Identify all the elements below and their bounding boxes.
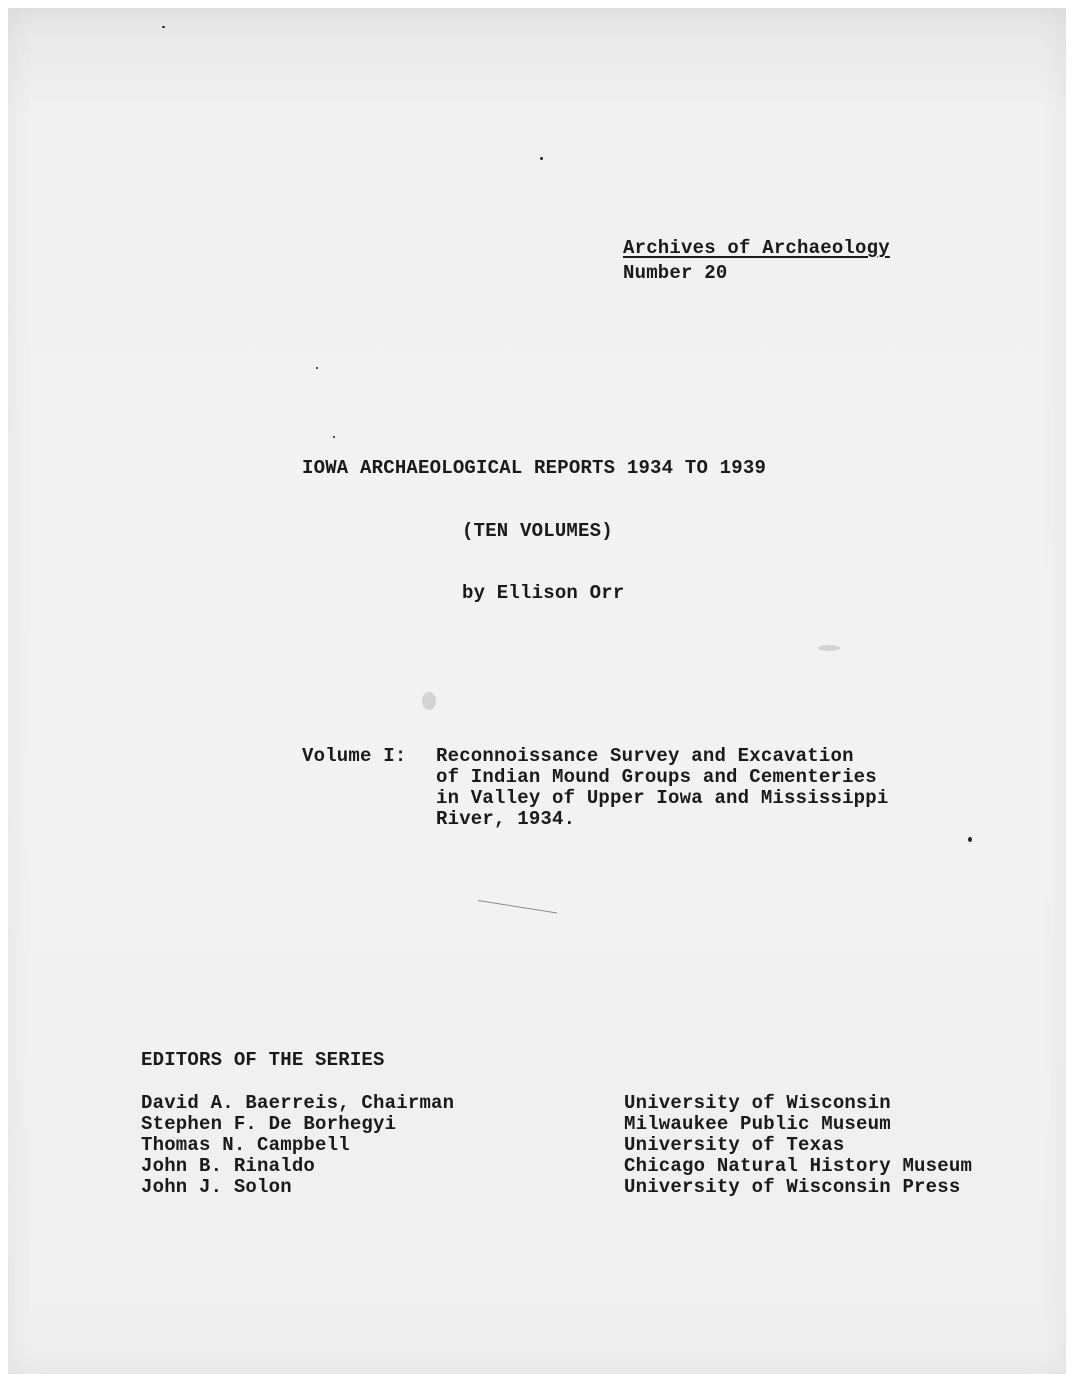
- volume-line: Reconnoissance Survey and Excavation: [436, 745, 854, 767]
- editor-name: John J. Solon: [141, 1176, 292, 1198]
- series-name: Archives of Archaeology: [623, 237, 890, 259]
- dust-speck: [333, 436, 335, 438]
- editor-affiliation: Chicago Natural History Museum: [624, 1155, 973, 1177]
- editors-heading: EDITORS OF THE SERIES: [141, 1049, 385, 1071]
- author-byline: by Ellison Orr: [462, 582, 625, 604]
- editor-name: John B. Rinaldo: [141, 1155, 316, 1177]
- editor-affiliation: University of Wisconsin: [624, 1092, 891, 1114]
- dust-speck: [968, 837, 972, 842]
- volume-line: in Valley of Upper Iowa and Mississippi: [436, 787, 889, 809]
- smudge-mark: [818, 645, 840, 651]
- report-title: IOWA ARCHAEOLOGICAL REPORTS 1934 TO 1939: [302, 457, 767, 479]
- editor-name: Thomas N. Campbell: [141, 1134, 350, 1156]
- series-number: Number 20: [623, 262, 728, 284]
- dust-speck: [316, 367, 318, 369]
- volume-line: of Indian Mound Groups and Cementeries: [436, 766, 877, 788]
- dust-speck: [540, 157, 543, 160]
- editor-name: David A. Baerreis, Chairman: [141, 1092, 455, 1114]
- dust-speck: [162, 26, 165, 28]
- smudge-mark: [422, 692, 436, 710]
- volume-line: River, 1934.: [436, 808, 576, 830]
- editor-affiliation: University of Texas: [624, 1134, 845, 1156]
- volume-count: (TEN VOLUMES): [462, 520, 613, 542]
- editor-affiliation: University of Wisconsin Press: [624, 1176, 961, 1198]
- volume-label: Volume I:: [302, 745, 407, 767]
- editor-affiliation: Milwaukee Public Museum: [624, 1113, 891, 1135]
- editor-name: Stephen F. De Borhegyi: [141, 1113, 397, 1135]
